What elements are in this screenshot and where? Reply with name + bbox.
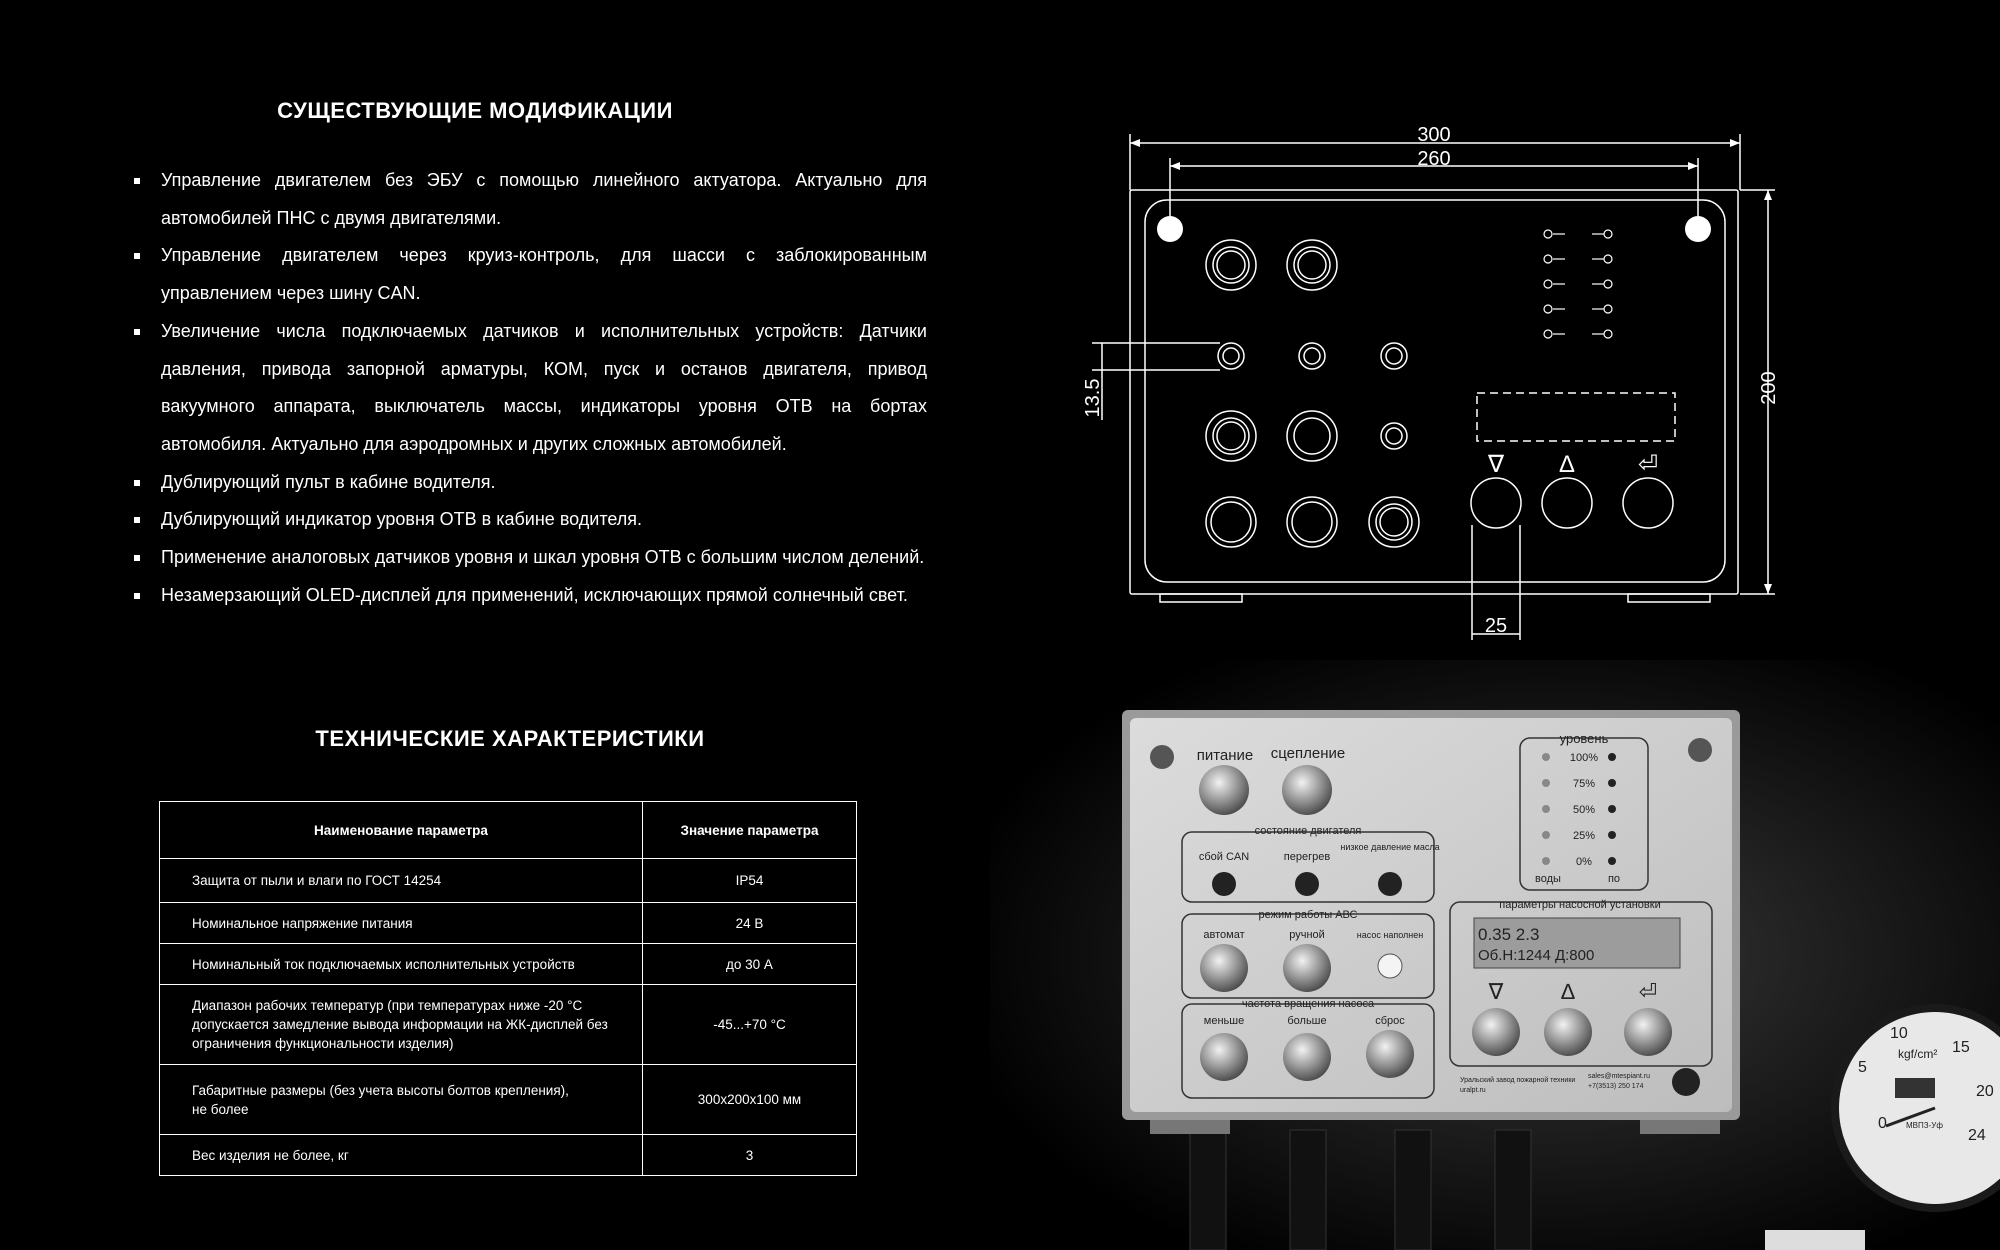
foot <box>1160 594 1242 602</box>
gauge-number: 10 <box>1890 1025 1908 1042</box>
list-item: Дублирующий пульт в кабине водителя. <box>134 464 927 502</box>
label-engine-state: состояние двигателя <box>1254 825 1362 837</box>
param-name: Номинальное напряжение питания <box>160 903 643 944</box>
list-item: Управление двигателем без ЭБУ с помощью линейного актуатора. Актуально для автомобилей ПНС с двумя двигателями. <box>134 162 927 237</box>
specs-title: ТЕХНИЧЕСКИЕ ХАРАКТЕРИСТИКИ <box>315 726 705 751</box>
panel-photo <box>990 660 2000 1250</box>
maker-phone: +7(3513) 250 174 <box>1588 1083 1644 1090</box>
dim-25: 25 <box>1484 615 1508 637</box>
table-row <box>160 1135 857 1176</box>
list-item: Увеличение числа подключаемых датчиков и исполнительных устройств: Датчики давления, привода запорной арматуры, КОМ, пуск и останов двигателя, привод вакуумного аппарата, выключатель массы, индикаторы уровня ОТВ на бортах автомобиля. Актуально для аэродромных и других сложных автомобилей. <box>134 313 927 464</box>
param-value: до 30 А <box>643 944 857 985</box>
label-pump-params: параметры насосной установки <box>1499 899 1661 911</box>
label-water: воды <box>1535 873 1561 885</box>
param-value: IP54 <box>643 859 857 903</box>
table-header-row <box>160 802 857 859</box>
label-reset: сброс <box>1375 1015 1405 1027</box>
label-foam: по <box>1607 873 1621 885</box>
table-row <box>160 944 857 985</box>
param-name: Защита от пыли и влаги по ГОСТ 14254 <box>160 859 643 903</box>
table-row <box>160 985 857 1065</box>
maker-name: Уральский завод пожарной техники <box>1460 1077 1576 1084</box>
label-clutch: сцепление <box>1270 745 1346 762</box>
param-value: 3 <box>643 1135 857 1176</box>
photo-arrow-up-icon: ∆ <box>1561 979 1575 1004</box>
foot <box>1628 594 1710 602</box>
more-button[interactable] <box>1283 1033 1331 1081</box>
label-more: больше <box>1287 1015 1327 1027</box>
maker-email: sales@mtespiant.ru <box>1588 1073 1650 1080</box>
gauge-number: 20 <box>1976 1083 1994 1100</box>
label-overheat: перегрев <box>1283 851 1331 863</box>
list-item: Управление двигателем через круиз-контроль, для шасси с заблокированным управлением через шину CAN. <box>134 237 927 312</box>
power-button[interactable] <box>1199 765 1249 815</box>
gauge-number: 0 <box>1878 1115 1887 1132</box>
label-level: уровень <box>1559 731 1609 746</box>
dim-13-5: 13.5 <box>1082 378 1104 418</box>
down-button[interactable] <box>1472 1008 1520 1056</box>
gauge-label: МВПЗ-Уф <box>1906 1121 1943 1130</box>
table-row <box>160 1065 857 1135</box>
lcd-line-2: Об.Н:1244 Д:800 <box>1478 947 1595 964</box>
technical-drawing <box>1060 115 1800 645</box>
mounting-hole <box>1157 216 1183 242</box>
level-75: 75% <box>1572 778 1596 790</box>
display-outline <box>1477 393 1675 441</box>
reset-button[interactable] <box>1366 1030 1414 1078</box>
label-abc-mode: режим работы АВС <box>1258 909 1358 921</box>
column-header-value: Значение параметра <box>643 802 857 859</box>
table-row <box>160 859 857 903</box>
specs-table <box>159 801 857 1176</box>
label-pump-filled: насос наполнен <box>1356 930 1424 940</box>
arrow-up-icon: ∆ <box>1559 451 1575 478</box>
param-name: Диапазон рабочих температур (при температурах ниже -20 °С допускается замедление вывода информации на ЖК-дисплей без ограничения функциональности изделия) <box>160 985 643 1065</box>
enter-icon: ⏎ <box>1637 451 1659 478</box>
manual-mode-button[interactable] <box>1283 944 1331 992</box>
up-button[interactable] <box>1544 1008 1592 1056</box>
param-value: 24 В <box>643 903 857 944</box>
label-manual: ручной <box>1289 929 1325 941</box>
clutch-button[interactable] <box>1282 765 1332 815</box>
label-can-fail: сбой CAN <box>1198 851 1250 863</box>
auto-mode-button[interactable] <box>1200 944 1248 992</box>
level-100: 100% <box>1569 752 1599 764</box>
table-row <box>160 903 857 944</box>
level-50: 50% <box>1572 804 1596 816</box>
arrow-down-icon: ∇ <box>1487 451 1505 478</box>
gauge-number: 15 <box>1952 1039 1970 1056</box>
param-value: -45...+70 °С <box>643 985 857 1065</box>
label-auto: автомат <box>1203 929 1245 941</box>
param-name: Габаритные размеры (без учета высоты болтов крепления), не более <box>160 1065 643 1135</box>
modifications-list <box>134 162 927 614</box>
column-header-name: Наименование параметра <box>160 802 643 859</box>
label-pump-speed: частота вращения насоса <box>1241 998 1375 1010</box>
mounting-hole <box>1685 216 1711 242</box>
list-item: Применение аналоговых датчиков уровня и шкал уровня ОТВ с большим числом делений. <box>134 539 927 577</box>
param-value: 300х200х100 мм <box>643 1065 857 1135</box>
list-item: Незамерзающий OLED-дисплей для применений, исключающих прямой солнечный свет. <box>134 577 927 615</box>
level-0: 0% <box>1576 856 1592 868</box>
photo-enter-icon: ⏎ <box>1638 979 1658 1004</box>
param-name: Вес изделия не более, кг <box>160 1135 643 1176</box>
level-25: 25% <box>1572 830 1596 842</box>
enter-button[interactable] <box>1624 1008 1672 1056</box>
param-name: Номинальный ток подключаемых исполнительных устройств <box>160 944 643 985</box>
list-item: Дублирующий индикатор уровня ОТВ в кабине водителя. <box>134 501 927 539</box>
photo-arrow-down-icon: ∇ <box>1488 979 1504 1004</box>
faceplate-outline <box>1145 200 1725 582</box>
less-button[interactable] <box>1200 1033 1248 1081</box>
dim-260: 260 <box>1417 148 1451 170</box>
label-low-oil: низкое давление масла <box>1340 842 1440 852</box>
modifications-title: СУЩЕСТВУЮЩИЕ МОДИФИКАЦИИ <box>277 98 673 123</box>
maker-site: uralpt.ru <box>1460 1087 1486 1094</box>
label-less: меньше <box>1203 1015 1245 1027</box>
lcd-line-1: 0.35 2.3 <box>1478 925 1540 944</box>
gauge-number: 5 <box>1858 1059 1867 1076</box>
dim-200: 200 <box>1758 371 1780 405</box>
logo-icon <box>1672 1068 1700 1096</box>
gauge-unit: kgf/cm² <box>1898 1047 1938 1061</box>
dim-300: 300 <box>1417 124 1451 146</box>
label-power: питание <box>1196 747 1254 764</box>
gauge-number: 24 <box>1968 1127 1986 1144</box>
